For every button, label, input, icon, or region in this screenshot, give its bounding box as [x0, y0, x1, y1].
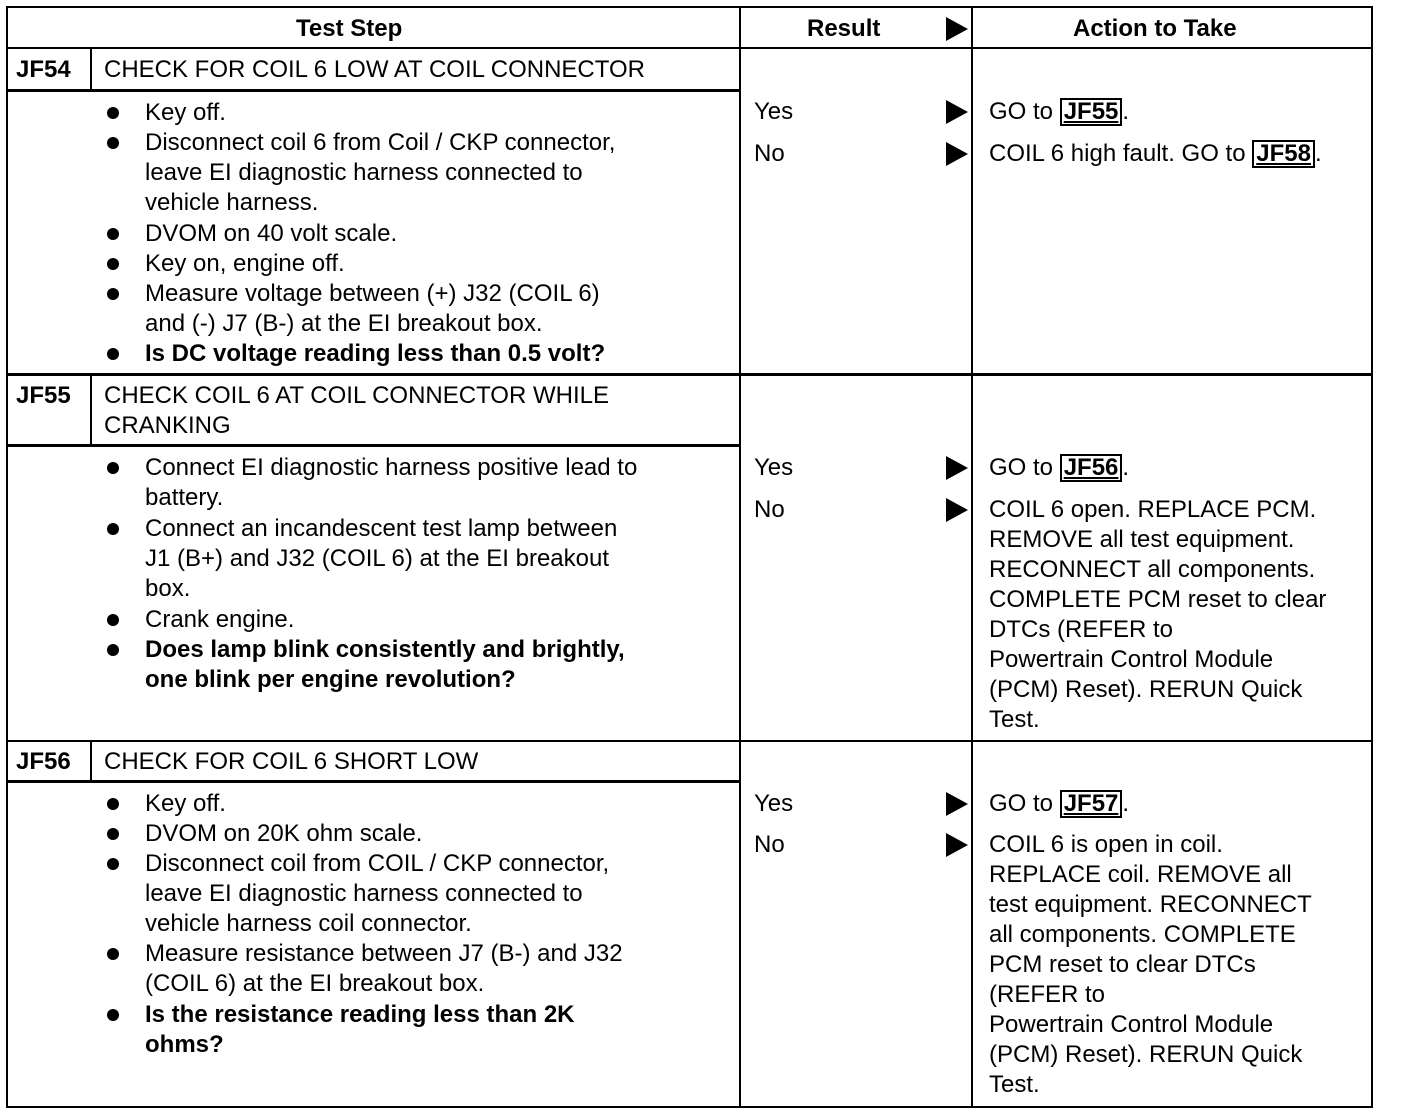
instruction-line: J1 (B+) and J32 (COIL 6) at the EI breakout: [145, 545, 610, 572]
bullet-icon: [107, 1009, 119, 1021]
instruction-line: Measure resistance between J7 (B-) and J32: [145, 940, 623, 967]
bullet-icon: [107, 462, 119, 474]
step-reference-link[interactable]: JF56: [1060, 454, 1123, 482]
bullet-icon: [107, 798, 119, 810]
result-arrow-icon: [946, 456, 968, 480]
instruction-line: (COIL 6) at the EI breakout box.: [145, 970, 485, 997]
action-text: GO to JF56 .: [989, 454, 1130, 481]
step-id-divider-jf54: [90, 48, 92, 90]
action-line: Test.: [989, 1071, 1040, 1098]
instruction-line: Connect an incandescent test lamp between: [145, 515, 618, 542]
result-no: No: [754, 140, 785, 167]
instruction-line: box.: [145, 575, 191, 602]
bullet-icon: [107, 858, 119, 870]
result-yes: Yes: [754, 790, 794, 817]
action-line: Test.: [989, 706, 1040, 733]
instruction-line: Key off.: [145, 99, 226, 126]
result-yes: Yes: [754, 98, 794, 125]
bullet-icon: [107, 523, 119, 535]
action-line: Powertrain Control Module: [989, 1011, 1274, 1038]
row-separator-1: [6, 373, 1373, 376]
instruction-line: Measure voltage between (+) J32 (COIL 6): [145, 280, 600, 307]
instruction-line: Crank engine.: [145, 606, 295, 633]
bullet-icon: [107, 107, 119, 119]
bullet-icon: [107, 828, 119, 840]
result-no: No: [754, 831, 785, 858]
bullet-icon: [107, 948, 119, 960]
bullet-icon: [107, 348, 119, 360]
column-divider-result: [739, 6, 741, 1108]
action-line: Powertrain Control Module: [989, 646, 1274, 673]
title-underline-jf54: [6, 89, 739, 92]
action-line: COIL 6 open. REPLACE PCM.: [989, 496, 1317, 523]
instruction-line: Key on, engine off.: [145, 250, 345, 277]
result-arrow-icon: [946, 833, 968, 857]
result-arrow-icon: [946, 100, 968, 124]
action-text: GO to JF55 .: [989, 98, 1130, 125]
instruction-line: Connect EI diagnostic harness positive lead to: [145, 454, 638, 481]
title-underline-jf56: [6, 780, 739, 783]
row-separator-2: [6, 740, 1373, 742]
step-id: JF55: [16, 382, 71, 409]
instruction-question: one blink per engine revolution?: [145, 666, 516, 693]
header-bottom-border: [6, 47, 1373, 49]
instruction-line: leave EI diagnostic harness connected to: [145, 880, 583, 907]
action-line: DTCs (REFER to: [989, 616, 1174, 643]
instruction-question: Does lamp blink consistently and brightly,: [145, 636, 625, 663]
action-line: test equipment. RECONNECT: [989, 891, 1312, 918]
header-arrow-icon: [946, 17, 968, 41]
instruction-line: Disconnect coil from COIL / CKP connector,: [145, 850, 610, 877]
result-arrow-icon: [946, 498, 968, 522]
step-title: CHECK COIL 6 AT COIL CONNECTOR WHILE: [104, 382, 609, 409]
action-line: REMOVE all test equipment.: [989, 526, 1295, 553]
action-line: (PCM) Reset). RERUN Quick: [989, 676, 1303, 703]
instruction-line: DVOM on 20K ohm scale.: [145, 820, 423, 847]
action-text: COIL 6 high fault. GO to JF58 .: [989, 140, 1322, 167]
action-text: GO to JF57 .: [989, 790, 1130, 817]
action-line: REPLACE coil. REMOVE all: [989, 861, 1292, 888]
instruction-line: DVOM on 40 volt scale.: [145, 220, 398, 247]
bullet-icon: [107, 614, 119, 626]
title-underline-jf55: [6, 444, 739, 447]
table-left-border: [6, 6, 8, 1108]
instruction-question: ohms?: [145, 1031, 224, 1058]
instruction-line: vehicle harness coil connector.: [145, 910, 472, 937]
bullet-icon: [107, 228, 119, 240]
instruction-question: Is the resistance reading less than 2K: [145, 1001, 575, 1028]
action-line: COMPLETE PCM reset to clear: [989, 586, 1327, 613]
action-line: COIL 6 is open in coil.: [989, 831, 1223, 858]
instruction-line: and (-) J7 (B-) at the EI breakout box.: [145, 310, 543, 337]
step-reference-link[interactable]: JF57: [1060, 790, 1123, 818]
header-result: Result: [807, 15, 881, 42]
table-top-border: [6, 6, 1373, 8]
bullet-icon: [107, 137, 119, 149]
instruction-line: leave EI diagnostic harness connected to: [145, 159, 583, 186]
action-line: (PCM) Reset). RERUN Quick: [989, 1041, 1303, 1068]
step-reference-link[interactable]: JF58: [1252, 140, 1315, 168]
result-no: No: [754, 496, 785, 523]
table-bottom-border: [6, 1106, 1373, 1108]
bullet-icon: [107, 644, 119, 656]
step-title: CRANKING: [104, 412, 231, 439]
result-yes: Yes: [754, 454, 794, 481]
bullet-icon: [107, 288, 119, 300]
step-id: JF54: [16, 56, 71, 83]
action-line: RECONNECT all components.: [989, 556, 1316, 583]
header-action: Action to Take: [1073, 15, 1237, 42]
instruction-line: battery.: [145, 484, 224, 511]
action-line: PCM reset to clear DTCs: [989, 951, 1256, 978]
step-id-divider-jf55: [90, 375, 92, 445]
step-id-divider-jf56: [90, 741, 92, 781]
action-line: (REFER to: [989, 981, 1106, 1008]
instruction-line: Disconnect coil 6 from Coil / CKP connector,: [145, 129, 616, 156]
step-title: CHECK FOR COIL 6 SHORT LOW: [104, 748, 479, 775]
step-title: CHECK FOR COIL 6 LOW AT COIL CONNECTOR: [104, 56, 645, 83]
result-arrow-icon: [946, 792, 968, 816]
column-divider-action: [971, 6, 973, 1108]
bullet-icon: [107, 258, 119, 270]
instruction-line: vehicle harness.: [145, 189, 319, 216]
result-arrow-icon: [946, 142, 968, 166]
table-right-border: [1371, 6, 1373, 1108]
step-reference-link[interactable]: JF55: [1060, 98, 1123, 126]
step-id: JF56: [16, 748, 71, 775]
header-test-step: Test Step: [296, 15, 403, 42]
instruction-line: Key off.: [145, 790, 226, 817]
instruction-question: Is DC voltage reading less than 0.5 volt?: [145, 340, 606, 367]
action-line: all components. COMPLETE: [989, 921, 1296, 948]
